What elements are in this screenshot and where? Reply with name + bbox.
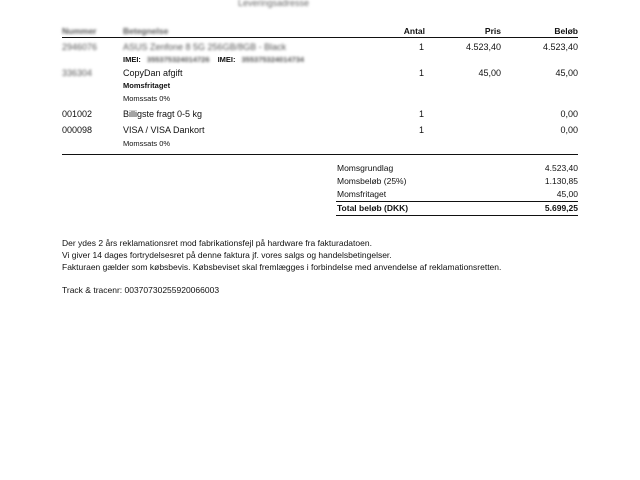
header-description: Betegnelse: [123, 26, 169, 36]
table-row: [62, 109, 578, 121]
totals-underline: [336, 215, 578, 216]
imei-label: IMEI:: [123, 55, 141, 64]
imei-label: IMEI:: [217, 55, 236, 64]
item-quantity: 1: [418, 125, 424, 135]
item-number: 000098: [62, 125, 93, 135]
item-description: Billigste fragt 0-5 kg: [123, 109, 203, 119]
totals-label: Momsbeløb (25%): [337, 176, 407, 186]
warranty-note: Der ydes 2 års reklamationsret mod fabrikationsfejl på hardware fra fakturadatoen.: [62, 238, 372, 248]
totals-label: Total beløb (DKK): [337, 203, 409, 213]
vat-rate-label: Momssats 0%: [123, 94, 171, 103]
vat-rate-label: Momssats 0%: [123, 139, 171, 148]
totals-value: 1.130,85: [544, 176, 578, 186]
totals-row-vat-base: [336, 163, 578, 176]
totals-label: Momsgrundlag: [337, 163, 394, 173]
item-number: 001002: [62, 109, 93, 119]
totals-value: 45,00: [556, 189, 578, 199]
imei-line: [123, 55, 310, 64]
totals-value: 4.523,40: [544, 163, 578, 173]
item-description: VISA / VISA Dankort: [123, 125, 205, 135]
item-amount: 4.523,40: [542, 42, 578, 52]
vat-exempt-label: Momsfritaget: [123, 81, 171, 90]
item-number: 2946076: [62, 42, 98, 52]
item-quantity: 1: [418, 109, 424, 119]
item-description: ASUS Zenfone 8 5G 256GB/8GB - Black: [123, 42, 287, 52]
table-row: [62, 68, 578, 80]
table-row: [62, 42, 578, 54]
item-amount: 45,00: [555, 68, 578, 78]
header-price: Pris: [484, 26, 501, 36]
withdrawal-note: Vi giver 14 dages fortrydelsesret på denne faktura jf. vores salgs og handelsbetingelser.: [62, 250, 392, 260]
header-number: Nummer: [62, 26, 97, 36]
item-amount: 0,00: [560, 109, 578, 119]
receipt-note: Fakturaen gælder som købsbevis. Købsbeviset skal fremlægges i forbindelse med anvendelse af reklamationsretten.: [62, 262, 502, 272]
header-quantity: Antal: [403, 26, 425, 36]
header-divider: [62, 37, 578, 38]
item-price: 4.523,40: [465, 42, 501, 52]
imei-value: 355375324014726: [146, 55, 210, 64]
totals-value: 5.699,25: [544, 203, 578, 213]
item-number: 336304: [62, 68, 93, 78]
table-bottom-divider: [62, 154, 578, 155]
header-amount: Beløb: [554, 26, 578, 36]
item-quantity: 1: [418, 68, 424, 78]
item-description: CopyDan afgift: [123, 68, 183, 78]
table-header: [62, 26, 578, 37]
tracking-number: Track & tracenr: 00370730255920066003: [62, 285, 220, 295]
imei-value: 355375324014734: [241, 55, 305, 64]
blurred-header-text: Leveringsadresse: [238, 0, 310, 8]
item-quantity: 1: [418, 42, 424, 52]
totals-divider: [336, 201, 578, 202]
totals-row-vat-amount: [336, 176, 578, 189]
item-amount: 0,00: [560, 125, 578, 135]
item-price: 45,00: [478, 68, 501, 78]
table-row: [62, 125, 578, 137]
totals-label: Momsfritaget: [337, 189, 387, 199]
